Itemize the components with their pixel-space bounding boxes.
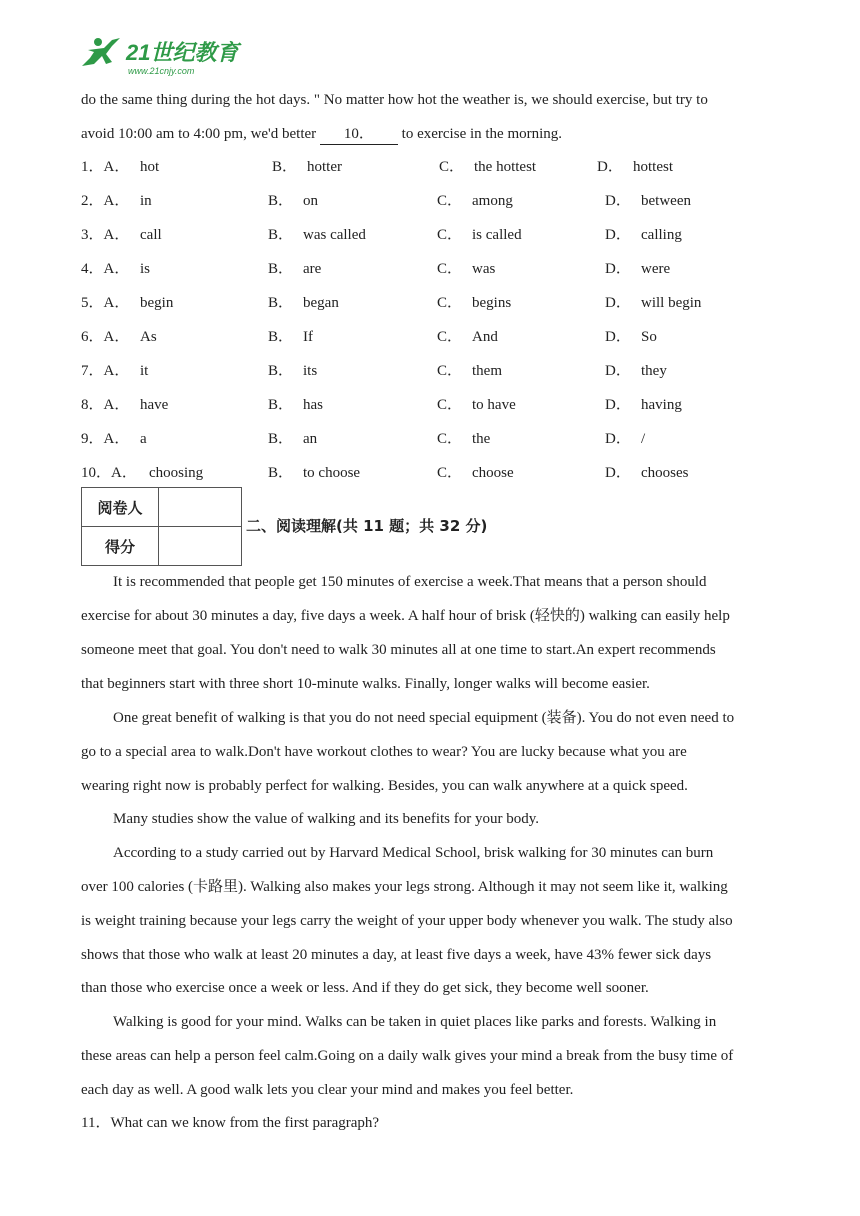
passage-line: is weight training because your legs carry the weight of your upper body whenever you walk. The study also [81, 913, 733, 929]
option-d-label: D． [605, 295, 631, 311]
passage-line: Walking is good for your mind. Walks can be taken in quiet places like parks and forests. Walking in [113, 1014, 717, 1030]
option-a: hot [140, 159, 160, 175]
score-label: 得分 [82, 527, 159, 566]
option-a: As [140, 329, 157, 345]
option-a: is [140, 261, 151, 277]
option-c-label: C． [437, 431, 463, 447]
option-d: / [641, 431, 646, 447]
passage-line: go to a special area to walk.Don't have workout clothes to wear? You are lucky because what you are [81, 744, 687, 760]
option-d: chooses [641, 465, 689, 481]
option-num: 5．A． [81, 295, 130, 311]
option-d-label: D． [605, 227, 631, 243]
option-d: calling [641, 227, 682, 243]
option-b-label: B． [268, 465, 294, 481]
option-b-label: B． [268, 397, 294, 413]
option-d-label: D． [605, 431, 631, 447]
option-b: hotter [307, 159, 342, 175]
option-b-label: B． [268, 431, 294, 447]
question-row [81, 429, 781, 449]
option-d: were [641, 261, 671, 277]
option-c: begins [472, 295, 512, 311]
passage-line: these areas can help a person feel calm.Going on a daily walk gives your mind a break from the busy time of [81, 1048, 734, 1064]
option-c-label: C． [439, 159, 465, 175]
option-c: the [472, 431, 491, 447]
option-b-label: B． [268, 261, 294, 277]
option-b-label: B． [268, 193, 294, 209]
score-value[interactable] [159, 527, 242, 566]
option-d-label: D． [605, 261, 631, 277]
blank-10: 10． [320, 124, 398, 145]
option-c-label: C． [437, 227, 463, 243]
option-num: 7．A． [81, 363, 130, 379]
reviewer-value[interactable] [159, 488, 242, 527]
option-b: are [303, 261, 322, 277]
option-num: 2．A． [81, 193, 130, 209]
option-d: will begin [641, 295, 702, 311]
option-c-label: C． [437, 261, 463, 277]
option-a: choosing [149, 465, 204, 481]
option-num: 9．A． [81, 431, 130, 447]
passage-line: shows that those who walk at least 20 minutes a day, at least five days a week, have 43% fewer sick days [81, 947, 712, 963]
question-row [81, 361, 781, 381]
question-row [81, 259, 781, 279]
option-c: to have [472, 397, 516, 413]
option-c-label: C． [437, 363, 463, 379]
option-c: is called [472, 227, 522, 243]
intro-line-1: do the same thing during the hot days. " No matter how hot the weather is, we should exercise, but try to [81, 92, 708, 108]
option-c-label: C． [437, 329, 463, 345]
option-c-label: C． [437, 397, 463, 413]
option-num: 4．A． [81, 261, 130, 277]
question-11: 11．What can we know from the first paragraph? [81, 1115, 380, 1131]
passage-line: Many studies show the value of walking and its benefits for your body. [113, 811, 540, 827]
option-b: on [303, 193, 318, 209]
option-c-label: C． [437, 295, 463, 311]
question-row [81, 157, 781, 177]
option-a: call [140, 227, 162, 243]
option-num: 1．A． [81, 159, 130, 175]
option-d-label: D． [605, 397, 631, 413]
intro-line-2-end: to exercise in the morning. [401, 126, 563, 142]
question-row [81, 395, 781, 415]
question-row [81, 463, 781, 483]
question-row [81, 191, 781, 211]
option-b: began [303, 295, 339, 311]
option-b: its [303, 363, 318, 379]
option-d-label: D． [605, 465, 631, 481]
option-a: a [140, 431, 147, 447]
passage-line: exercise for about 30 minutes a day, five days a week. A half hour of brisk (轻快的) walking can easily help [81, 608, 730, 624]
passage-line: According to a study carried out by Harvard Medical School, brisk walking for 30 minutes can burn [113, 845, 714, 861]
option-num: 10．A． [81, 465, 137, 481]
option-b-label: B． [268, 227, 294, 243]
passage-line: someone meet that goal. You don't need to walk 30 minutes all at one time to start.An expert recommends [81, 642, 716, 658]
option-d: hottest [633, 159, 673, 175]
logo-text: 21世纪教育 [126, 40, 239, 65]
option-b: has [303, 397, 323, 413]
question-row [81, 225, 781, 245]
intro-line-2 [81, 124, 562, 145]
passage-line: wearing right now is probably perfect for walking. Besides, you can walk anywhere at a quick speed. [81, 778, 688, 794]
option-a: begin [140, 295, 174, 311]
option-c-label: C． [437, 465, 463, 481]
runner-icon [82, 38, 120, 66]
option-c: them [472, 363, 502, 379]
option-d-label: D． [605, 363, 631, 379]
option-b-label: B． [268, 363, 294, 379]
intro-line-2-start: avoid 10:00 am to 4:00 pm, we'd better [81, 126, 317, 142]
passage-line: over 100 calories (卡路里). Walking also makes your legs strong. Although it may not seem like it, walking [81, 879, 728, 895]
option-b-label: B． [268, 329, 294, 345]
option-d: So [641, 329, 657, 345]
option-a: in [140, 193, 152, 209]
question-row [81, 327, 781, 347]
passage-line: One great benefit of walking is that you do not need special equipment (装备). You do not even need to [113, 710, 735, 726]
option-d-label: D． [605, 329, 631, 345]
question-row [81, 293, 781, 313]
option-d: having [641, 397, 682, 413]
option-d: between [641, 193, 691, 209]
option-c: was [472, 261, 496, 277]
option-d-label: D． [597, 159, 623, 175]
option-b: to choose [303, 465, 361, 481]
option-c: choose [472, 465, 514, 481]
option-a: it [140, 363, 149, 379]
option-c: among [472, 193, 513, 209]
option-b-label: B． [272, 159, 298, 175]
logo-url: www.21cnjy.com [128, 66, 195, 76]
option-b: was called [303, 227, 366, 243]
option-c: And [472, 329, 498, 345]
site-logo [76, 34, 246, 78]
option-d: they [641, 363, 667, 379]
option-c-label: C． [437, 193, 463, 209]
passage-line: that beginners start with three short 10-minute walks. Finally, longer walks will become easier. [81, 676, 650, 692]
option-a: have [140, 397, 169, 413]
passage-line: than those who exercise once a week or less. And if they do get sick, they become well sooner. [81, 980, 649, 996]
option-num: 3．A． [81, 227, 130, 243]
section-title: 二、阅读理解(共 11 题；共 32 分) [246, 517, 488, 535]
option-b: an [303, 431, 318, 447]
option-b-label: B． [268, 295, 294, 311]
passage-line: It is recommended that people get 150 minutes of exercise a week.That means that a person should [113, 574, 707, 590]
reviewer-label: 阅卷人 [82, 488, 159, 527]
grader-box [81, 487, 242, 566]
option-c: the hottest [474, 159, 537, 175]
option-d-label: D． [605, 193, 631, 209]
passage-line: each day as well. A good walk lets you clear your mind and makes you feel better. [81, 1082, 574, 1098]
option-num: 8．A． [81, 397, 130, 413]
option-num: 6．A． [81, 329, 130, 345]
option-b: If [303, 329, 313, 345]
